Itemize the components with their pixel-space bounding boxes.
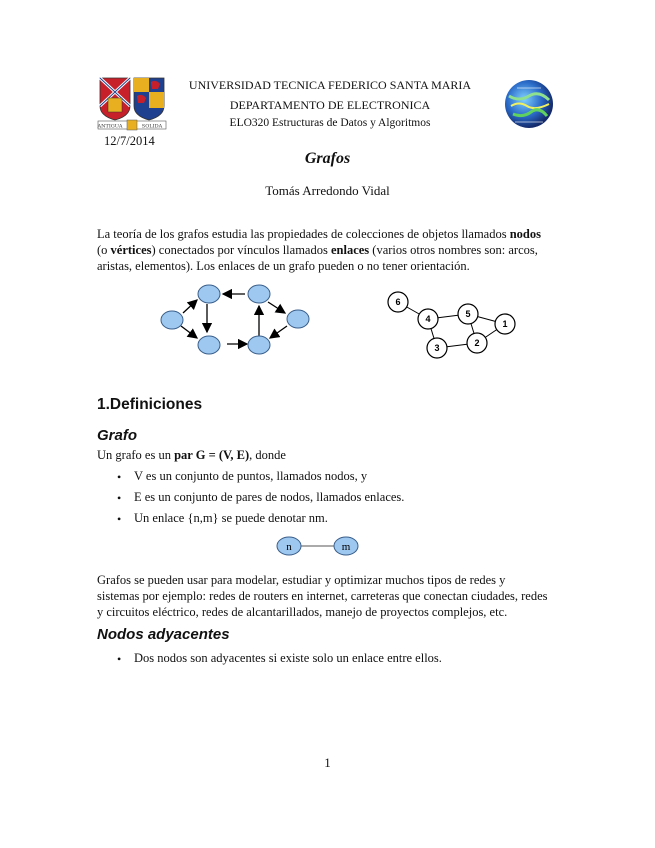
graph-node-label: 6 — [395, 297, 401, 307]
bullet-item: V es un conjunto de puntos, llamados nodos, y — [134, 469, 368, 483]
undirected-graph-figure — [383, 290, 523, 362]
bullet-item: E es un conjunto de pares de nodos, llamados enlaces. — [134, 490, 405, 504]
graph-node-label: 5 — [465, 309, 471, 319]
uses-line: Grafos se pueden usar para modelar, estudiar y optimizar muchos tipos de redes y — [97, 573, 506, 587]
course-name: ELO320 Estructuras de Datos y Algoritmos — [229, 117, 431, 129]
seal-motto-left: ANTIGUA — [97, 123, 123, 130]
intro-paragraph — [97, 226, 567, 274]
section-heading-definiciones: 1.Definiciones — [97, 396, 203, 413]
graph-node-label: 1 — [502, 319, 508, 329]
university-crest — [96, 76, 168, 132]
edge-example-figure — [274, 534, 364, 558]
intro-line-1: La teoría de los grafos estudia las propiedades de colecciones de objetos llamados nodos — [97, 227, 541, 241]
graph-node — [198, 336, 220, 354]
grafo-definition: Un grafo es un par G = (V, E), donde — [97, 448, 286, 462]
page-number: 1 — [324, 755, 331, 770]
subheading-nodos-adyacentes: Nodos adyacentes — [97, 626, 230, 643]
author: Tomás Arredondo Vidal — [265, 183, 390, 198]
department-logo — [503, 78, 555, 130]
bullet-marker: • — [117, 470, 122, 484]
university-name: UNIVERSIDAD TECNICA FEDERICO SANTA MARIA — [188, 78, 472, 92]
graph-node — [248, 285, 270, 303]
directed-graph-figure — [155, 280, 320, 360]
bullet-item: Dos nodos son adyacentes si existe solo un enlace entre ellos. — [134, 651, 442, 665]
graph-node — [248, 336, 270, 354]
uses-paragraph — [97, 572, 567, 620]
graph-node-label: 4 — [425, 314, 431, 324]
seal-motto-right: SOLIDA — [141, 123, 163, 130]
uses-line: y circuitos eléctrico, redes de alcantarillados, manejo de proyectos complejos, etc. — [97, 605, 508, 619]
graph-node-label: 2 — [474, 338, 480, 348]
intro-line-3: aristas, elementos). Los enlaces de un grafo pueden o no tener orientación. — [97, 259, 470, 273]
graph-node — [198, 285, 220, 303]
subheading-grafo: Grafo — [97, 427, 138, 444]
bullet-marker: • — [117, 652, 122, 666]
edge-node-n: n — [286, 541, 292, 553]
bullet-item: Un enlace {n,m} se puede denotar nm. — [134, 511, 328, 525]
bullet-marker: • — [117, 491, 122, 505]
intro-line-2: (o vértices) conectados por vínculos llamados enlaces (varios otros nombres son: arcos, — [97, 243, 538, 257]
page-title: Grafos — [304, 150, 351, 167]
document-date: 12/7/2014 — [104, 134, 155, 148]
edge-node-m: m — [341, 541, 351, 553]
graph-node — [287, 310, 309, 328]
bullet-marker: • — [117, 512, 122, 526]
department-name: DEPARTAMENTO DE ELECTRONICA — [229, 98, 431, 112]
graph-node — [161, 311, 183, 329]
graph-node-label: 3 — [434, 343, 440, 353]
uses-line: sistemas por ejemplo: redes de routers en internet, carreteras que conectan ciudades, redes — [97, 589, 548, 603]
